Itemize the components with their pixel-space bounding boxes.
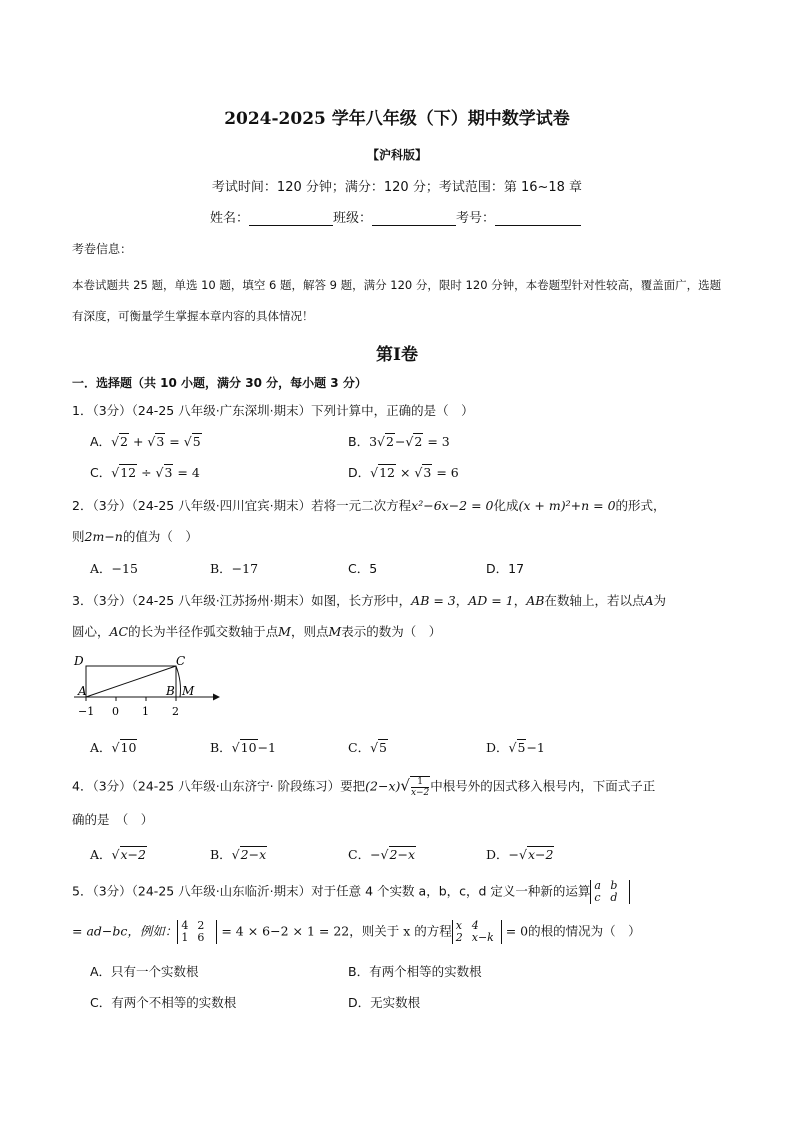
- q3-option-d[interactable]: [486, 738, 545, 756]
- question-3-line-2: [72, 622, 441, 640]
- q3-source: （24-25 八年级·江苏扬州·期末）: [131, 593, 312, 608]
- q4-score: （3分）: [92, 778, 132, 794]
- q1-option-c[interactable]: [90, 463, 200, 481]
- name-label: 姓名：: [210, 211, 250, 226]
- option-tail: −1: [257, 740, 276, 755]
- radicand: x−2: [527, 847, 554, 862]
- option-label: B．√: [210, 847, 240, 862]
- question-1: [72, 401, 474, 419]
- q4-source: （24-25 八年级·山东济宁· 阶段练习）: [131, 778, 341, 794]
- q4-number: 4．: [72, 778, 93, 794]
- label-m: M: [182, 684, 195, 698]
- label-d: D: [74, 654, 84, 668]
- radicand: x−2: [120, 847, 146, 862]
- option-label: A．: [90, 434, 112, 449]
- label-c: C: [176, 654, 186, 668]
- q3-ad: AD = 1: [468, 593, 514, 608]
- equals: = 4: [173, 465, 200, 480]
- label-b: B: [166, 684, 175, 698]
- radicand: 3: [423, 465, 432, 480]
- option-label: D．√: [486, 740, 517, 755]
- det-entry: 2: [455, 931, 463, 944]
- det-entry: c: [594, 891, 601, 904]
- equals: = 6: [432, 465, 459, 480]
- coefficient: 3√: [369, 434, 385, 449]
- radicand: 2−x: [389, 847, 415, 862]
- q2-text: 化成: [493, 498, 519, 513]
- q2-text: 的形式，: [615, 498, 666, 513]
- diagonal-ac: [86, 666, 176, 697]
- q5-text: = 0的根的情况为（ ）: [501, 923, 641, 939]
- question-4: 4．（3分）（24-25 八年级·山东济宁· 阶段练习）要把(2−x)√ $\frac{1}{x-2}$ 中根号外的因式移入根号内，下面式子正: [72, 776, 656, 798]
- q3-point: M: [328, 624, 342, 639]
- question-2: [72, 496, 666, 514]
- q1-text: 下列计算中，正确的是（ ）: [311, 403, 474, 418]
- q4-option-c[interactable]: [348, 845, 416, 863]
- q2-score: （3分）: [92, 498, 132, 513]
- q2-text: 若将一元二次方程: [311, 498, 412, 513]
- option-label: C．: [90, 465, 112, 480]
- q5-number: 5．: [72, 883, 93, 899]
- axis-arrow: [213, 694, 220, 701]
- number-label: 考号：: [456, 211, 496, 226]
- class-label: 班级：: [333, 211, 373, 226]
- question-5: [72, 880, 630, 904]
- q2-option-c[interactable]: C．5: [348, 561, 378, 576]
- radicand: 12: [120, 465, 137, 480]
- q5-text: = 4 × 6−2 × 1 = 22，则关于 x 的方程: [217, 923, 452, 939]
- tick-label-2: 2: [172, 705, 179, 718]
- q4-option-a[interactable]: [90, 845, 147, 863]
- radicand: 5: [192, 434, 201, 449]
- q4-text: 中根号外的因式移入根号内，下面式子正: [430, 778, 656, 794]
- equals: = √: [165, 434, 192, 449]
- q4-text: 要把: [340, 778, 366, 794]
- q2-equation: x²−6x−2 = 0: [411, 498, 494, 513]
- q3-option-b[interactable]: [210, 738, 276, 756]
- det-entry: 6: [197, 931, 205, 944]
- q2-form: (x + m)²+n = 0: [518, 498, 616, 513]
- q3-text: 圆心，: [72, 624, 110, 639]
- det-entry: 4: [471, 919, 479, 932]
- q3-text: 如图，长方形中，: [311, 593, 412, 608]
- student-info-line: [210, 207, 581, 226]
- equals: = 3: [423, 434, 450, 449]
- operator: × √: [396, 465, 423, 480]
- q3-ac: AC: [109, 624, 129, 639]
- exam-details: 考试时间：120 分钟；满分：120 分；考试范围：第 16~18 章: [211, 180, 583, 195]
- q5-option-b[interactable]: B．有两个相等的实数根: [348, 964, 482, 979]
- q2-number: 2．: [72, 498, 93, 513]
- q3-text: 表示的数为（ ）: [341, 624, 442, 639]
- q4-fraction: [410, 776, 430, 798]
- radicand: 2: [120, 434, 128, 449]
- q1-source: （24-25 八年级·广东深圳·期末）: [131, 403, 312, 418]
- question-4-line-2: 确的是 （ ）: [72, 812, 154, 827]
- question-5-line-2: [72, 920, 641, 944]
- info-text: 本卷试题共 25 题，单选 10 题，填空 6 题，解答 9 题，满分 120 分，限时 120 分钟，本卷题型针对性较高，覆盖面广，选题有深度，可衡量学生掌握本章内容的具体情况！: [72, 278, 722, 323]
- option-label: C．√: [348, 740, 379, 755]
- q5-source: （24-25 八年级·山东临沂·期末）: [131, 883, 312, 899]
- q2-option-b[interactable]: B．−17: [210, 561, 259, 576]
- option-label: D．: [348, 465, 371, 480]
- det-entry: d: [610, 891, 618, 904]
- q3-number: 3．: [72, 593, 93, 608]
- radicand: 5: [517, 740, 526, 755]
- det-entry: x: [455, 919, 462, 932]
- det-entry: a: [594, 879, 601, 892]
- q3-point: A: [644, 593, 654, 608]
- option-label: D．−√: [486, 847, 527, 862]
- q3-text: 的长为半径作弧交数轴于点: [128, 624, 279, 639]
- q3-text: 为: [653, 593, 667, 608]
- question-3: [72, 591, 666, 609]
- q1-number: 1．: [72, 403, 93, 418]
- q4-expression: (2−x): [365, 778, 401, 794]
- class-blank[interactable]: [372, 211, 456, 226]
- tick-label-neg1: −1: [78, 705, 95, 718]
- det-entry: x−k: [471, 931, 494, 944]
- q5-text: 对于任意 4 个实数 a，b，c，d 定义一种新的运算: [311, 883, 591, 899]
- q3-text: ，: [455, 593, 469, 608]
- numerator: 1: [411, 777, 429, 788]
- q1-score: （3分）: [92, 403, 132, 418]
- radicand: 2: [386, 434, 394, 449]
- q3-point: M: [278, 624, 291, 639]
- radicand: 10: [120, 740, 137, 755]
- option-label: A．√: [90, 740, 120, 755]
- radicand: 2−x: [240, 847, 267, 862]
- radicand: 5: [379, 740, 387, 755]
- q2-option-a[interactable]: A．−15: [90, 561, 138, 576]
- q2-text: 的值为（ ）: [122, 529, 198, 544]
- q5-text: = ad−bc，例如：: [72, 923, 178, 939]
- operator: −√: [394, 434, 414, 449]
- tick-label-1: 1: [142, 705, 149, 718]
- option-label: B．√: [210, 740, 240, 755]
- q3-figure: [70, 652, 230, 722]
- q5-score: （3分）: [92, 883, 132, 899]
- denominator: x−2: [410, 788, 430, 798]
- q3-option-c[interactable]: [348, 738, 388, 756]
- exam-title: 2024-2025 学年八年级（下）期中数学试卷: [224, 109, 570, 129]
- q1-option-a[interactable]: [90, 432, 202, 450]
- q2-source: （24-25 八年级·四川宜宾·期末）: [131, 498, 312, 513]
- q2-expression: 2m−n: [84, 529, 123, 544]
- radicand: 2: [414, 434, 423, 449]
- q3-option-a[interactable]: [90, 738, 137, 756]
- q1-option-d[interactable]: [348, 463, 459, 481]
- q5-determinant-equation: [452, 920, 502, 944]
- q1-option-b[interactable]: [348, 432, 450, 450]
- det-entry: 4: [181, 919, 189, 932]
- arc-cm: [176, 666, 181, 697]
- det-entry: 2: [197, 919, 205, 932]
- radicand: 12: [379, 465, 396, 480]
- q3-ab: AB: [526, 593, 545, 608]
- q5-determinant-example: [177, 920, 217, 944]
- radicand: 3: [156, 434, 165, 449]
- q5-option-d[interactable]: D．无实数根: [348, 995, 421, 1010]
- q5-determinant-def: [590, 880, 630, 904]
- radical: √: [111, 465, 120, 480]
- number-blank[interactable]: [495, 211, 581, 226]
- q3-text: 在数轴上，若以点: [544, 593, 645, 608]
- q3-ab: AB = 3: [411, 593, 456, 608]
- q4-option-b[interactable]: [210, 845, 267, 863]
- q2-text: 则: [72, 529, 85, 544]
- radical: √: [370, 465, 379, 480]
- q5-option-c[interactable]: C．有两个不相等的实数根: [90, 995, 237, 1010]
- option-label: B．: [348, 434, 370, 449]
- q4-option-d[interactable]: [486, 845, 554, 863]
- tick-label-0: 0: [112, 705, 119, 718]
- radical: √: [147, 434, 156, 449]
- option-label: C．−√: [348, 847, 389, 862]
- option-label: A．√: [90, 847, 120, 862]
- det-entry: 1: [181, 931, 189, 944]
- question-2-line-2: [72, 527, 198, 545]
- part-one-heading: 一．选择题（共 10 小题，满分 30 分，每小题 3 分）: [72, 376, 367, 390]
- name-blank[interactable]: [249, 211, 333, 226]
- radical: √: [111, 434, 120, 449]
- option-tail: −1: [526, 740, 545, 755]
- q2-option-d[interactable]: D．17: [486, 561, 525, 576]
- q3-text: ，: [513, 593, 527, 608]
- radicand: 10: [240, 740, 257, 755]
- operator: +: [128, 434, 148, 449]
- q5-option-a[interactable]: A．只有一个实数根: [90, 964, 199, 979]
- label-a: A: [78, 684, 87, 698]
- q3-score: （3分）: [92, 593, 132, 608]
- edition-label: 【沪科版】: [366, 148, 427, 162]
- det-entry: b: [610, 879, 618, 892]
- operator: ÷ √: [137, 465, 164, 480]
- q3-text: ，则点: [290, 624, 329, 639]
- radicand: 3: [164, 465, 173, 480]
- info-heading: 考卷信息：: [72, 242, 133, 256]
- section-title: 第Ⅰ卷: [376, 345, 418, 365]
